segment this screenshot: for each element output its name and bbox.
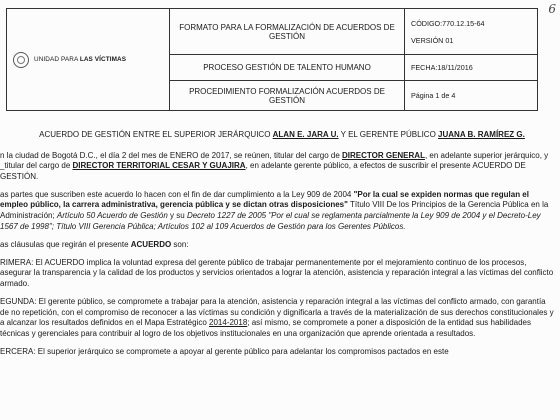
- page-count: Página 1 de 4: [405, 81, 538, 111]
- cargo-director-general: DIRECTOR GENERAL: [341, 150, 425, 160]
- document-code: CÓDIGO:770.12.15-64: [411, 18, 485, 28]
- handwritten-page-number: 6: [548, 2, 556, 16]
- procedure-title: PROCEDIMIENTO FORMALIZACIÓN ACUERDOS DE GESTIÓN: [170, 81, 405, 111]
- clause-primera: RIMERA: El ACUERDO implica la voluntad expresa del gerente público de trabajar permanentemente por el mejoramiento continuo de los procesos, asegurar la transparencia y la calidad de los productos y servicios orientados a lograr la atención, asistencia y reparación integral a las víctimas del conflicto armado.: [0, 257, 554, 289]
- document-version: VERSIÓN 01: [411, 35, 454, 45]
- cargo-director-territorial: DIRECTOR TERRITORIAL CESAR Y GUAJIRA: [72, 161, 246, 171]
- paragraph-clauses-intro: as cláusulas que regirán el presente ACUERDO son:: [0, 239, 189, 249]
- unidad-victimas-logo: UNIDAD PARA LAS VÍCTIMAS: [13, 52, 163, 68]
- document-header-table: [6, 8, 538, 111]
- code-cell: [405, 9, 538, 55]
- clause-tercera: ERCERA: El superior jerárquico se compromete a apoyar al gerente público para adelantar los compromisos pactados en este: [0, 347, 449, 356]
- agreement-heading: ACUERDO DE GESTIÓN ENTRE EL SUPERIOR JERÁRQUICO ALAN E. JARA U. Y EL GERENTE PÚBLICO JUANA B. RAMÍREZ G.: [39, 130, 525, 139]
- agreement-body: [0, 130, 556, 365]
- document-date: FECHA:18/11/2016: [405, 55, 538, 81]
- format-title: FORMATO PARA LA FORMALIZACIÓN DE ACUERDOS DE GESTIÓN: [170, 9, 405, 55]
- paragraph-legal-basis: as partes que suscriben este acuerdo lo hacen con el fin de dar cumplimiento a la Ley 909 de 2004 "Por la cual se expiden normas que regulan el empleo público, la carrera administrativa, gerencia pública y se dictan otras disposiciones" Título VIII De los Principios de la Gerencia Pública en la Administración; Artículo 50 Acuerdo de Gestión y su Decreto 1227 de 2005 "Por el cual se reglamenta parcialmente la Ley 909 de 2004 y el Decreto-Ley 1567 de 1998"; Título VIII Gerencia Pública; Artículos 102 al 109 Acuerdos de Gestión para los Gerentes Públicos.: [0, 189, 549, 231]
- logo-cell: [7, 9, 170, 111]
- clause-segunda: EGUNDA: El gerente público, se compromete a trabajar para la atención, asistencia y reparación integral a las víctimas del conflicto armado, con garantía de no repetición, con el compromiso de reconocer a las víctimas su condición y dignificarla a través de la materialización de sus derechos constitucionales y a alcanzar los resultados definidos en el Mapa Estratégico 2014-2018; así mismo, se compromete a poner a disposición de la entidad sus habilidades técnicas y gerenciales para contribuir al logro de los objetivos institucionales en una organización que aprende orientada a resultados.: [0, 297, 554, 338]
- gerente-name: JUANA B. RAMÍREZ G.: [438, 130, 525, 139]
- superior-name: ALAN E. JARA U.: [272, 130, 339, 139]
- paragraph-intro: n la ciudad de Bogotá D.C., el día 2 del mes de ENERO de 2017, se reúnen, titular del cargo de DIRECTOR GENERAL, en adelante superior jerárquico, y _titular del cargo de DIRECTOR TERRITORIAL CESAR Y GUAJIRA, en adelante gerente público, a efectos de suscribir el presente ACUERDO DE GESTIÓN.: [0, 150, 549, 181]
- seal-icon: [13, 52, 29, 68]
- strategic-period: 2014-2018: [209, 318, 248, 328]
- process-title: PROCESO GESTIÓN DE TALENTO HUMANO: [170, 55, 405, 81]
